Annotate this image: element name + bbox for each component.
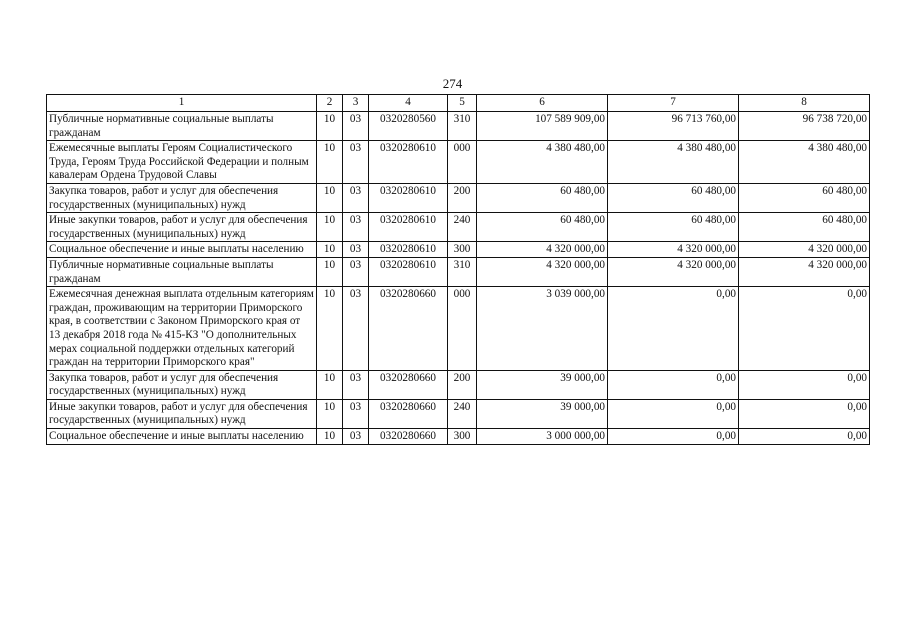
table-row: [47, 429, 870, 445]
column-header: 5: [448, 95, 477, 112]
column-header: 1: [47, 95, 317, 112]
cell-amount-col7: 60 480,00: [608, 183, 739, 212]
cell-amount-col7: 4 320 000,00: [608, 242, 739, 258]
cell-target-code: 0320280610: [369, 213, 448, 242]
table-row: [47, 213, 870, 242]
page-number: 274: [442, 76, 463, 91]
row-name: Социальное обеспечение и иные выплаты населению: [47, 242, 317, 258]
cell-amount-col6: 39 000,00: [477, 399, 608, 428]
cell-amount-col6: 60 480,00: [477, 183, 608, 212]
cell-amount-col6: 4 320 000,00: [477, 242, 608, 258]
cell-expense-type: 240: [448, 399, 477, 428]
row-name: Публичные нормативные социальные выплаты гражданам: [47, 257, 317, 286]
table-row: [47, 141, 870, 184]
cell-amount-col8: 0,00: [739, 399, 870, 428]
cell-amount-col8: 4 320 000,00: [739, 257, 870, 286]
cell-section: 10: [317, 183, 343, 212]
cell-target-code: 0320280660: [369, 287, 448, 371]
budget-table: [46, 94, 870, 445]
cell-section: 10: [317, 429, 343, 445]
cell-subsection: 03: [343, 213, 369, 242]
cell-target-code: 0320280660: [369, 370, 448, 399]
cell-amount-col7: 4 380 480,00: [608, 141, 739, 184]
cell-expense-type: 300: [448, 429, 477, 445]
cell-amount-col7: 0,00: [608, 399, 739, 428]
cell-amount-col6: 4 320 000,00: [477, 257, 608, 286]
cell-amount-col7: 60 480,00: [608, 213, 739, 242]
cell-amount-col8: 0,00: [739, 370, 870, 399]
cell-subsection: 03: [343, 257, 369, 286]
cell-subsection: 03: [343, 429, 369, 445]
cell-section: 10: [317, 141, 343, 184]
cell-section: 10: [317, 257, 343, 286]
cell-subsection: 03: [343, 370, 369, 399]
cell-section: 10: [317, 112, 343, 141]
cell-expense-type: 300: [448, 242, 477, 258]
cell-target-code: 0320280660: [369, 429, 448, 445]
table-row: [47, 257, 870, 286]
cell-subsection: 03: [343, 399, 369, 428]
cell-section: 10: [317, 213, 343, 242]
cell-amount-col6: 3 039 000,00: [477, 287, 608, 371]
table-row: [47, 399, 870, 428]
cell-target-code: 0320280560: [369, 112, 448, 141]
cell-amount-col8: 0,00: [739, 429, 870, 445]
cell-subsection: 03: [343, 183, 369, 212]
cell-expense-type: 240: [448, 213, 477, 242]
cell-target-code: 0320280610: [369, 242, 448, 258]
column-header: 2: [317, 95, 343, 112]
cell-subsection: 03: [343, 242, 369, 258]
row-name: Публичные нормативные социальные выплаты гражданам: [47, 112, 317, 141]
cell-amount-col8: 0,00: [739, 287, 870, 371]
header-row: [47, 95, 870, 112]
cell-amount-col7: 0,00: [608, 287, 739, 371]
cell-expense-type: 310: [448, 112, 477, 141]
cell-amount-col6: 4 380 480,00: [477, 141, 608, 184]
cell-amount-col7: 0,00: [608, 429, 739, 445]
row-name: Иные закупки товаров, работ и услуг для обеспечения государственных (муниципальных) нужд: [47, 399, 317, 428]
cell-amount-col8: 60 480,00: [739, 183, 870, 212]
cell-amount-col8: 4 380 480,00: [739, 141, 870, 184]
cell-amount-col8: 60 480,00: [739, 213, 870, 242]
table-row: [47, 242, 870, 258]
cell-target-code: 0320280610: [369, 183, 448, 212]
cell-amount-col6: 107 589 909,00: [477, 112, 608, 141]
cell-subsection: 03: [343, 112, 369, 141]
cell-subsection: 03: [343, 287, 369, 371]
column-header: 8: [739, 95, 870, 112]
cell-amount-col6: 3 000 000,00: [477, 429, 608, 445]
row-name: Ежемесячная денежная выплата отдельным категориям граждан, проживающим на территории Приморского края, в соответствии с Законом Приморского края от 13 декабря 2018 года № 415-КЗ "О дополнительных мерах социальной поддержки отдельных категорий граждан на территории Приморского края": [47, 287, 317, 371]
cell-amount-col6: 60 480,00: [477, 213, 608, 242]
cell-amount-col7: 96 713 760,00: [608, 112, 739, 141]
cell-section: 10: [317, 399, 343, 428]
row-name: Закупка товаров, работ и услуг для обеспечения государственных (муниципальных) нужд: [47, 370, 317, 399]
cell-section: 10: [317, 370, 343, 399]
row-name: Иные закупки товаров, работ и услуг для обеспечения государственных (муниципальных) нужд: [47, 213, 317, 242]
cell-expense-type: 200: [448, 370, 477, 399]
cell-amount-col8: 96 738 720,00: [739, 112, 870, 141]
table-row: [47, 183, 870, 212]
cell-expense-type: 000: [448, 141, 477, 184]
cell-target-code: 0320280660: [369, 399, 448, 428]
row-name: Ежемесячные выплаты Героям Социалистического Труда, Героям Труда Российской Федерации и полным кавалерам Ордена Трудовой Славы: [47, 141, 317, 184]
row-name: Социальное обеспечение и иные выплаты населению: [47, 429, 317, 445]
column-header: 6: [477, 95, 608, 112]
table-row: [47, 287, 870, 371]
cell-amount-col7: 4 320 000,00: [608, 257, 739, 286]
column-header: 3: [343, 95, 369, 112]
table-row: [47, 112, 870, 141]
table-row: [47, 370, 870, 399]
cell-section: 10: [317, 242, 343, 258]
column-header: 4: [369, 95, 448, 112]
cell-expense-type: 200: [448, 183, 477, 212]
cell-expense-type: 000: [448, 287, 477, 371]
cell-subsection: 03: [343, 141, 369, 184]
cell-amount-col7: 0,00: [608, 370, 739, 399]
cell-expense-type: 310: [448, 257, 477, 286]
cell-amount-col8: 4 320 000,00: [739, 242, 870, 258]
cell-amount-col6: 39 000,00: [477, 370, 608, 399]
row-name: Закупка товаров, работ и услуг для обеспечения государственных (муниципальных) нужд: [47, 183, 317, 212]
cell-section: 10: [317, 287, 343, 371]
cell-target-code: 0320280610: [369, 141, 448, 184]
column-header: 7: [608, 95, 739, 112]
cell-target-code: 0320280610: [369, 257, 448, 286]
